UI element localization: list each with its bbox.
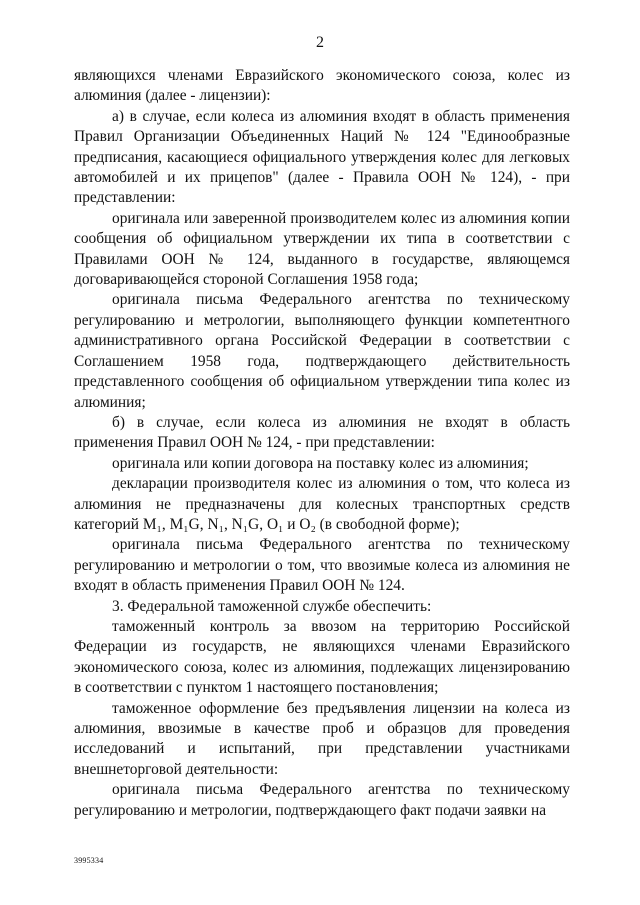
page-number: 2 (316, 34, 324, 51)
paragraph-supply-contract: оригинала или копии договора на поставку колес из алюминия; (112, 454, 529, 472)
paragraph-agency-letter-scope: оригинала письма Федерального агентства по техническому регулированию и метрологии о том, что ввозимые колеса из алюминия не входят в область применения Правил ООН № 124. (74, 536, 570, 595)
paragraph-clause-a: а) в случае, если колеса из алюминия входят в область применения Правил Организации Объединенных Наций № 124 "Единообразные предписания, касающиеся официального утверждения колес для легковых автомобилей и их прицепов" (далее - Правила ООН № 124), - при представлении: (74, 107, 570, 207)
paragraph-section-3: 3. Федеральной таможенной службе обеспечить: (112, 597, 432, 615)
paragraph-customs-control: таможенный контроль за ввозом на территорию Российской Федерации из государств, не являющихся членами Евразийского экономического союза, колес из алюминия, подлежащих лицензированию в соответствии с пунктом 1 настоящего постановления; (74, 617, 570, 697)
paragraph-customs-clearance: таможенное оформление без предъявления лицензии на колеса из алюминия, ввозимые в качестве проб и образцов для проведения исследований и испытаний, при представлении участниками внешнеторговой деятельности: (74, 699, 570, 778)
paragraph-original-or-copy-of-approval: оригинала или заверенной производителем колес из алюминия копии сообщения об официальном утверждении их типа в соответствии с Правилами ООН № 124, выданного в государстве, являющемся договаривающейся стороной Соглашения 1958 года; (74, 209, 570, 289)
paragraph-agency-letter-validity: оригинала письма Федерального агентства по техническому регулированию и метрологии, выполняющего функции компетентного административного органа Российской Федерации в соответствии с Соглашением 1958 года, подтверждающего действительность представленного сообщения об официальном утверждении типа колес из алюминия; (74, 291, 570, 411)
document-body (74, 66, 570, 821)
paragraph-manufacturer-declaration: декларации производителя колес из алюминия о том, что колеса из алюминия не предназначены для колесных транспортных средств категорий M₁, M₁G, N₁, N₁G, O₁ и O₂ (в свободной форме); (74, 475, 570, 533)
paragraph-clause-b: б) в случае, если колеса из алюминия не входят в область применения Правил ООН № 124, - при представлении: (74, 413, 570, 452)
paragraph-1-continuation: являющихся членами Евразийского экономического союза, колес из алюминия (далее - лицензии): (74, 67, 570, 105)
paragraph-agency-letter-application: оригинала письма Федерального агентства по техническому регулированию и метрологии, подтверждающего факт подачи заявки на (74, 781, 570, 819)
document-code: 3995334 (74, 856, 104, 865)
